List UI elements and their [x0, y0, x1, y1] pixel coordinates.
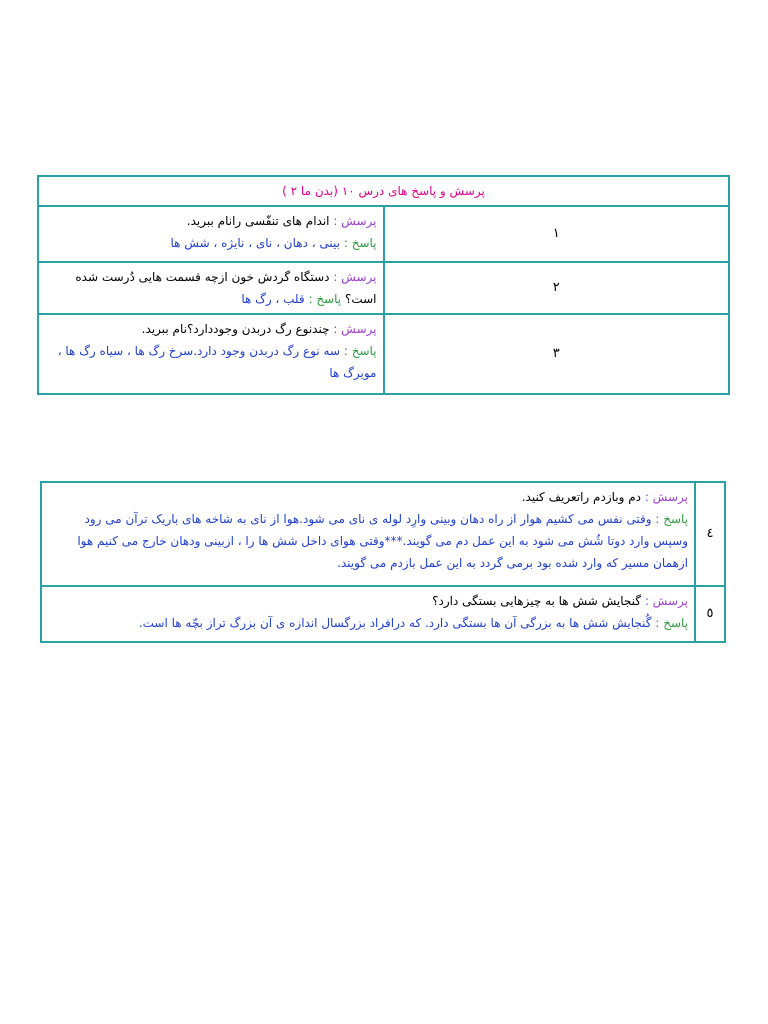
question-text: گنجایش شش ها به چیزهایی بستگی دارد؟	[432, 594, 641, 608]
table-row	[38, 206, 729, 262]
answer-text: وقتی نفس می کشیم هوار از راه دهان وبینی وارِد لوله ی نای می شود.هوا از نای به شاخه های باریک ترآن می رود وسپس وارد دوتا شُش می شود به این عمل دم می گویند.***وقتی هوای داخل شش ها را ، ازبینی ودهان خارج می کنیم هوا ازهمان مسیر که وارد شده بود برمی گردد به این عمل بازدم می گویند.	[77, 512, 688, 570]
question-text: چندنوع رگ دربدن وجوددارد؟نام ببرید.	[141, 322, 330, 336]
answer-text: بینی ، دهان ، نای ، نایژه ، شش ها	[170, 236, 341, 250]
table-row	[38, 262, 729, 314]
row-number: ۳	[384, 314, 730, 394]
answer-label: پاسخ :	[655, 616, 688, 630]
question-label: پرسش :	[644, 594, 688, 608]
table-row	[38, 314, 729, 394]
question-label: پرسش :	[333, 214, 377, 228]
answer-label: پاسخ :	[343, 344, 377, 358]
question-text: دم وبازدم راتعریف کنید.	[521, 490, 641, 504]
question-label: پرسش :	[333, 270, 377, 284]
row-number: ۲	[384, 262, 730, 314]
question-label: پرسش :	[644, 490, 688, 504]
qa-table-2	[40, 481, 726, 643]
answer-label: پاسخ :	[655, 512, 688, 526]
qa-table-1	[37, 175, 730, 395]
table-row	[41, 586, 725, 642]
row-number: ٥	[695, 586, 725, 642]
question-text: دستگاه گردش خون ازچه قسمت هایی دُرست شده است؟	[75, 270, 377, 306]
question-text: اندام های تنفّسی رانام ببرید.	[186, 214, 330, 228]
answer-text: قلب ، رگ ها	[241, 292, 305, 306]
question-label: پرسش :	[333, 322, 377, 336]
answer-label: پاسخ :	[343, 236, 377, 250]
row-number: ۱	[384, 206, 730, 262]
answer-text: سه نوع رگ دربدن وجود دارد.سرخ رگ ها ، سیاه رگ ها ، مویرگ ها	[57, 344, 377, 380]
answer-text: گُنجایش شش ها به بزرگی آن ها بستگی دارد. که درافراد بزرگسال اندازه ی آن بزرگ تراز بچّه ها است.	[138, 616, 652, 630]
answer-label: پاسخ :	[308, 292, 342, 306]
table-title: پرسش و پاسخ های درس ۱۰ (بدن ما ۲ )	[38, 176, 729, 206]
table-row	[41, 482, 725, 586]
row-number: ٤	[695, 482, 725, 586]
